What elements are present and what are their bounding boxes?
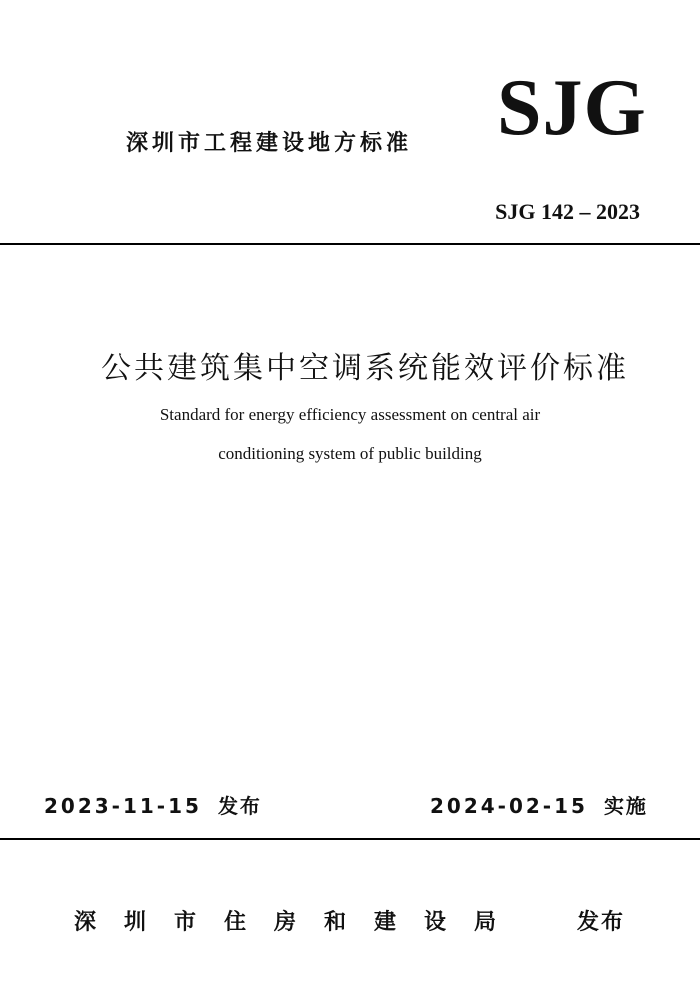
effective-label: 实施	[603, 794, 648, 818]
effective-date: 2024-02-15	[430, 794, 588, 818]
standard-number: SJG 142 – 2023	[495, 199, 640, 224]
standard-mark: SJG	[497, 64, 647, 152]
effective-date-block	[430, 790, 648, 819]
bottom-divider	[0, 838, 700, 840]
issuing-authority: 深圳市住房和建设局	[74, 910, 525, 935]
document-title-zh: 公共建筑集中空调系统能效评价标准	[101, 351, 629, 386]
issue-label: 发布	[217, 794, 262, 818]
issue-date: 2023-11-15	[44, 794, 202, 818]
issuer-label: 深圳市工程建设地方标准	[126, 131, 413, 156]
authority-action-label: 发布	[577, 910, 626, 935]
document-title-en-line2: conditioning system of public building	[218, 444, 482, 463]
document-title-en-line1: Standard for energy efficiency assessment on central air	[159, 405, 541, 424]
top-divider	[0, 243, 700, 245]
issue-date-block	[44, 790, 262, 819]
